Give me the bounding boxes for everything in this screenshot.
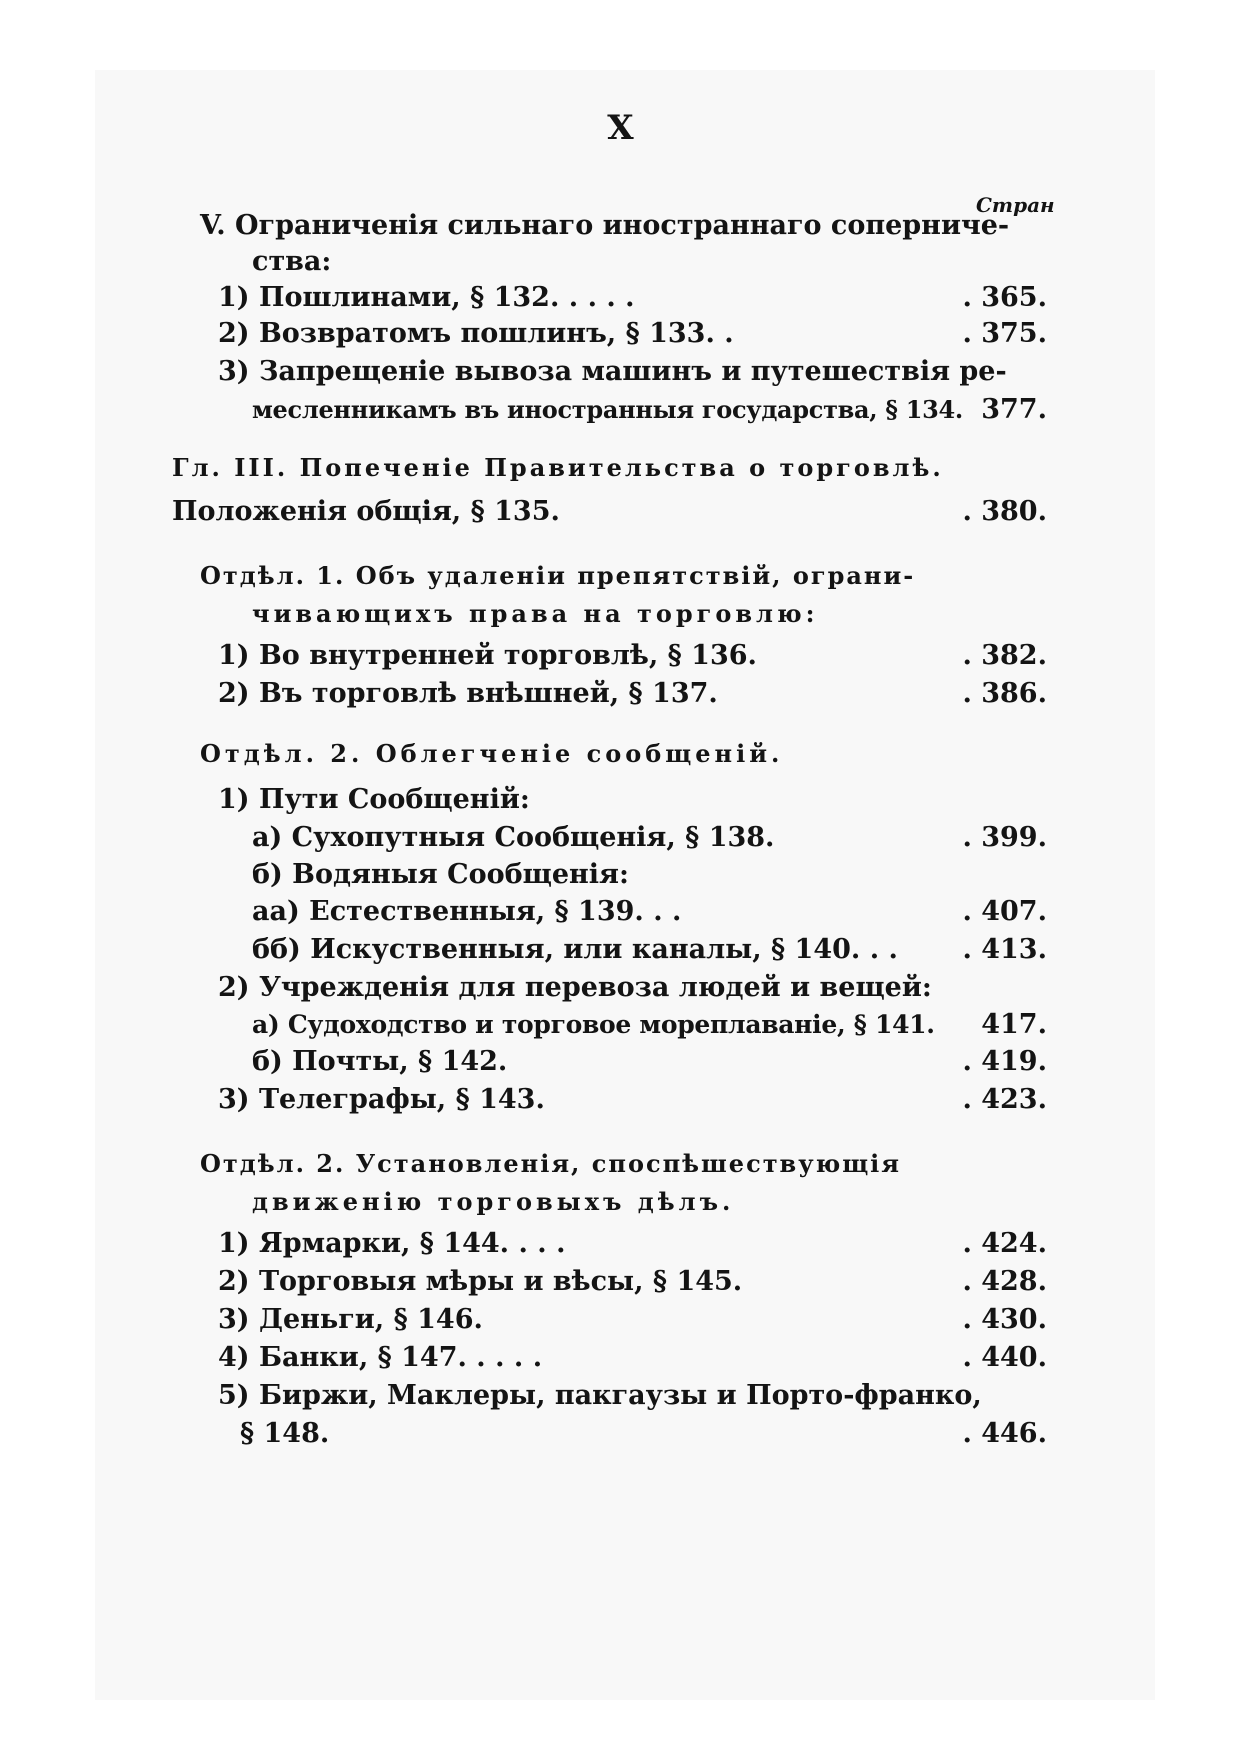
toc-line — [0, 674, 1241, 714]
toc-entry-text: б) Почты, § 142. — [252, 1046, 508, 1077]
toc-line — [0, 242, 1241, 282]
section-heading: чивающихъ права на торговлю: — [252, 599, 819, 628]
toc-entry-page: . 386. — [962, 678, 1047, 709]
toc-entry-page: 377. — [981, 394, 1047, 425]
toc-entry-page: . 375. — [962, 318, 1047, 349]
toc-line — [0, 855, 1241, 895]
toc-line — [0, 1224, 1241, 1264]
toc-entry-text: 2) Возвратомъ пошлинъ, § 133. . — [218, 318, 734, 349]
toc-entry-text: а) Судоходство и торговое мореплаваніе, § 141. — [252, 1010, 935, 1039]
toc-entry-text: 1) Во внутренней торговлѣ, § 136. — [218, 640, 757, 671]
toc-line — [0, 892, 1241, 932]
toc-line — [0, 1414, 1241, 1454]
toc-line — [0, 780, 1241, 820]
section-heading: Отдѣл. 2. Установленія, споспѣшествующія — [200, 1149, 902, 1178]
toc-entry-text: 2) Въ торговлѣ внѣшней, § 137. — [218, 678, 718, 709]
toc-line — [0, 390, 1241, 430]
toc-entry-page: . 428. — [962, 1266, 1047, 1297]
toc-entry-text: а) Сухопутныя Сообщенія, § 138. — [252, 822, 775, 853]
toc-entry-text: ства: — [252, 246, 332, 277]
chapter-heading: Гл. III. Попеченіе Правительства о торговлѣ. — [172, 453, 944, 482]
section-heading: Отдѣл. 1. Объ удаленіи препятствій, ограни- — [200, 561, 916, 590]
toc-entry-text: бб) Искуственныя, или каналы, § 140. . . — [252, 934, 898, 965]
toc-entry-page: . 399. — [962, 822, 1047, 853]
toc-entry-text: 4) Банки, § 147. . . . . — [218, 1342, 543, 1373]
toc-line — [0, 1182, 1241, 1222]
toc-line — [0, 492, 1241, 532]
toc-entry-page: . 424. — [962, 1228, 1047, 1259]
toc-entry-text: 3) Запрещеніе вывоза машинъ и путешествія ре- — [218, 356, 1007, 387]
toc-entry-page: . 407. — [962, 896, 1047, 927]
toc-entry-page: . 440. — [962, 1342, 1047, 1373]
toc-entry-page: . 446. — [962, 1418, 1047, 1449]
toc-line — [0, 556, 1241, 596]
toc-entry-text: § 148. — [240, 1418, 330, 1449]
toc-entry-text: 5) Биржи, Маклеры, пакгаузы и Порто-франко, — [218, 1380, 982, 1411]
toc-line — [0, 1005, 1241, 1045]
toc-entry-text: аа) Естественныя, § 139. . . — [252, 896, 682, 927]
toc-entry-text: 2) Торговыя мѣры и вѣсы, § 145. — [218, 1266, 743, 1297]
toc-line — [0, 636, 1241, 676]
toc-line — [0, 448, 1241, 488]
toc-line — [0, 314, 1241, 354]
toc-line — [0, 594, 1241, 634]
toc-entry-page: . 423. — [962, 1084, 1047, 1115]
toc-line — [0, 1080, 1241, 1120]
page-column-header: Стран — [976, 193, 1055, 217]
toc-entry-text: 1) Пути Сообщеній: — [218, 784, 530, 815]
toc-line — [0, 1376, 1241, 1416]
toc-entry-text: 1) Пошлинами, § 132. . . . . — [218, 282, 635, 313]
toc-line — [0, 1262, 1241, 1302]
toc-line — [0, 930, 1241, 970]
toc-entry-page: . 413. — [962, 934, 1047, 965]
toc-line — [0, 1338, 1241, 1378]
toc-entry-text: б) Водяныя Сообщенія: — [252, 859, 629, 890]
toc-line — [0, 1144, 1241, 1184]
toc-line — [0, 734, 1241, 774]
section-heading: движенію торговыхъ дѣлъ. — [252, 1187, 735, 1216]
page-number: X — [607, 108, 634, 148]
toc-entry-text: Положенія общія, § 135. — [172, 496, 560, 527]
toc-entry-text: 3) Телеграфы, § 143. — [218, 1084, 545, 1115]
toc-entry-page: . 419. — [962, 1046, 1047, 1077]
toc-line — [0, 352, 1241, 392]
toc-entry-text: V. Ограниченія сильнаго иностраннаго соперниче- — [200, 210, 1010, 241]
toc-line — [0, 1042, 1241, 1082]
section-heading: Отдѣл. 2. Облегченіе сообщеній. — [200, 739, 784, 768]
toc-line — [0, 206, 1241, 246]
toc-line — [0, 968, 1241, 1008]
toc-entry-page: . 380. — [962, 496, 1047, 527]
toc-entry-text: 2) Учрежденія для перевоза людей и вещей: — [218, 972, 932, 1003]
toc-entry-page: . 430. — [962, 1304, 1047, 1335]
toc-entry-text: 3) Деньги, § 146. — [218, 1304, 483, 1335]
toc-entry-text: 1) Ярмарки, § 144. . . . — [218, 1228, 566, 1259]
toc-entry-page: 417. — [981, 1009, 1047, 1040]
toc-entry-text: месленникамъ въ иностранныя государства, § 134. — [252, 395, 963, 424]
toc-entry-page: . 382. — [962, 640, 1047, 671]
toc-line — [0, 278, 1241, 318]
toc-entry-page: . 365. — [962, 282, 1047, 313]
toc-line — [0, 818, 1241, 858]
toc-line — [0, 1300, 1241, 1340]
